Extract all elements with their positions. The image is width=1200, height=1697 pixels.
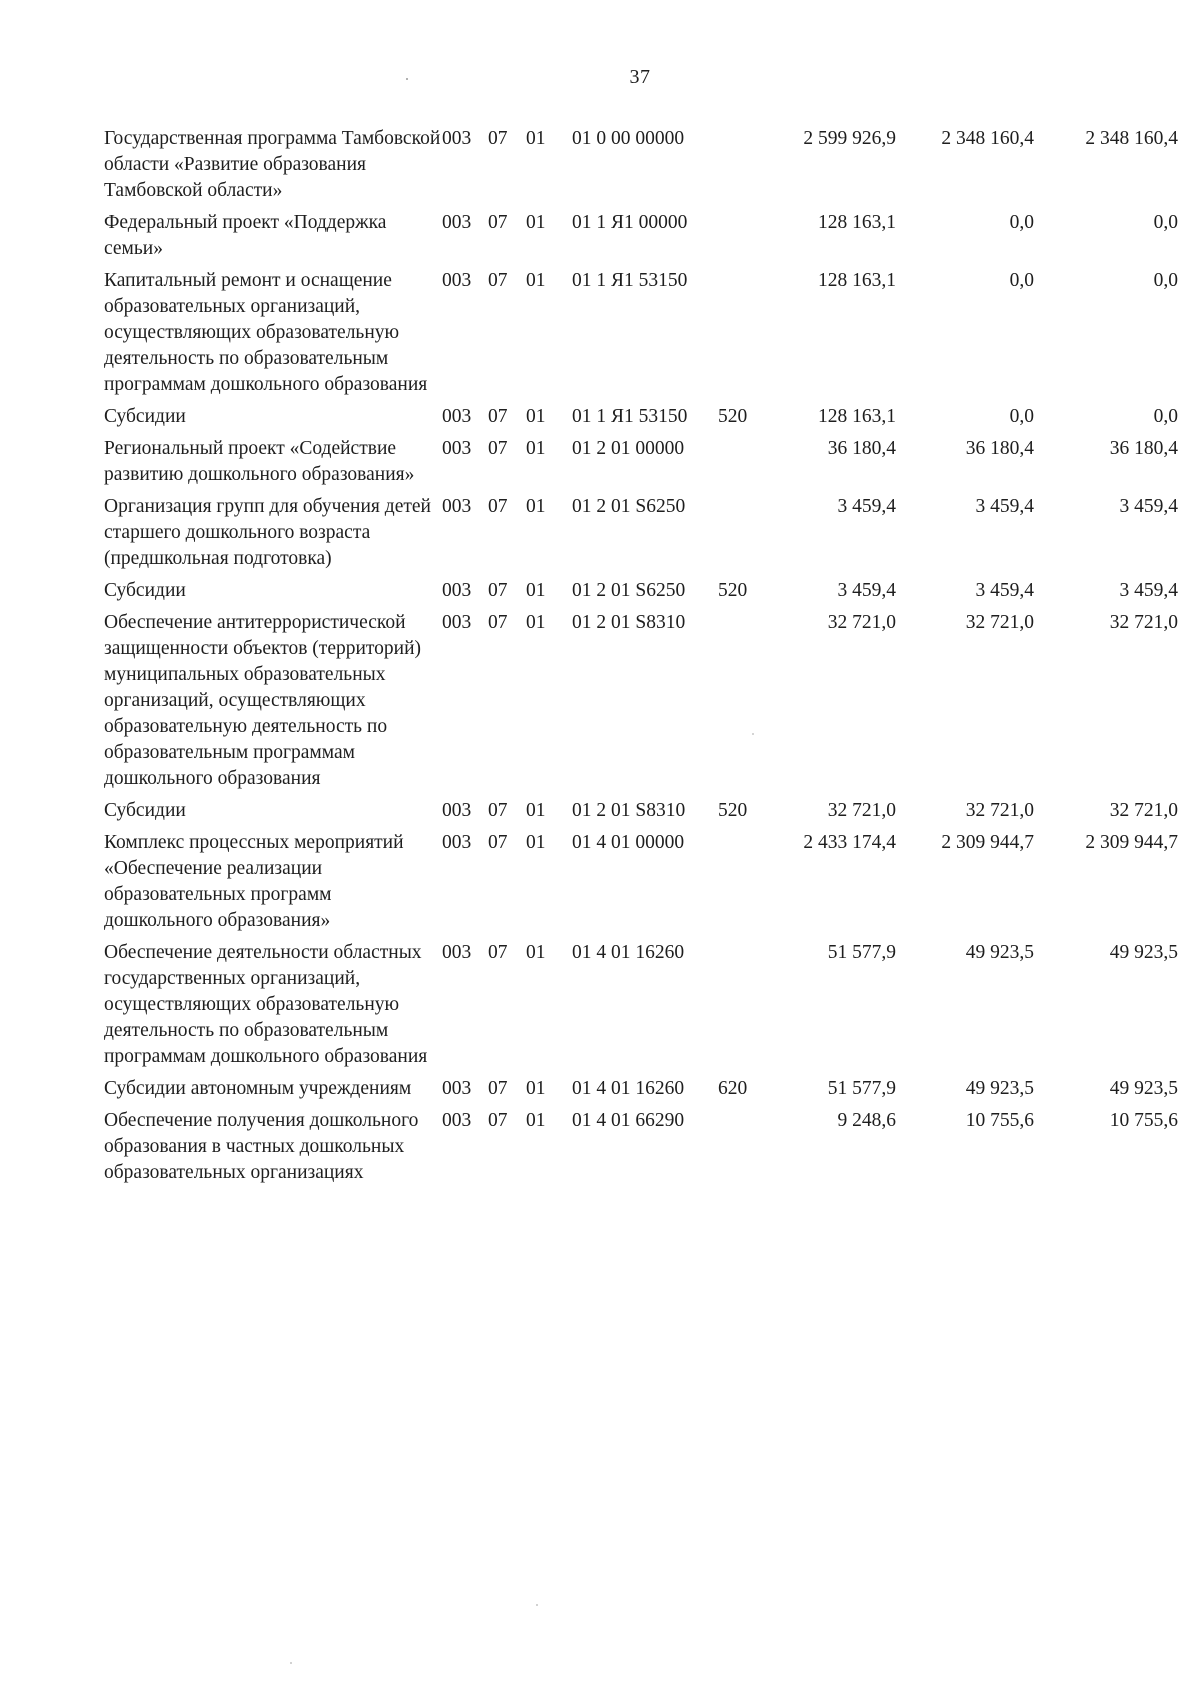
scan-speck — [406, 78, 408, 80]
row-expense-type: 520 — [718, 406, 748, 427]
page-number: 37 — [629, 66, 651, 88]
row-target-article: 01 2 01 S6250 — [572, 580, 686, 601]
row-subsection-code: 01 — [526, 1110, 546, 1131]
row-ved-code: 003 — [442, 1078, 472, 1099]
row-subsection-code: 01 — [526, 128, 546, 149]
row-amount-year-1: 128 163,1 — [818, 212, 896, 233]
row-name: Обеспечение антитеррористической защищенности объектов (территорий) муниципальных образовательных организаций, осуществляющих образовательную деятельность по образовательным программам дошкольного образования — [104, 612, 422, 789]
row-amount-year-1: 32 721,0 — [827, 612, 896, 633]
row-section-code: 07 — [488, 1078, 508, 1099]
row-ved-code: 003 — [442, 832, 472, 853]
row-amount-year-1: 51 577,9 — [827, 942, 896, 963]
table-row — [104, 1108, 1178, 1192]
row-expense-type: 520 — [718, 580, 748, 601]
row-target-article: 01 2 01 00000 — [572, 438, 685, 459]
row-amount-year-1: 128 163,1 — [818, 270, 896, 291]
row-ved-code: 003 — [442, 942, 472, 963]
table-row — [104, 494, 1178, 578]
row-amount-year-3: 10 755,6 — [1109, 1110, 1178, 1131]
row-amount-year-3: 32 721,0 — [1109, 612, 1178, 633]
table-row — [104, 798, 1178, 830]
row-expense-type — [718, 494, 770, 578]
row-amount-year-3: 3 459,4 — [1119, 580, 1178, 601]
row-target-article: 01 2 01 S8310 — [572, 612, 686, 633]
row-expense-type — [718, 830, 770, 940]
table-row — [104, 578, 1178, 610]
row-name: Федеральный проект «Поддержка семьи» — [104, 212, 387, 259]
row-name: Комплекс процессных мероприятий «Обеспечение реализации образовательных программ дошкольного образования» — [104, 832, 404, 931]
row-name: Организация групп для обучения детей старшего дошкольного возраста (предшкольная подготовка) — [104, 496, 431, 569]
row-amount-year-1: 36 180,4 — [827, 438, 896, 459]
row-target-article: 01 1 Я1 53150 — [572, 406, 688, 427]
row-section-code: 07 — [488, 580, 508, 601]
budget-table-body — [104, 126, 1178, 1192]
row-section-code: 07 — [488, 612, 508, 633]
row-amount-year-2: 3 459,4 — [975, 580, 1034, 601]
row-ved-code: 003 — [442, 580, 472, 601]
scan-speck — [290, 1662, 292, 1664]
row-amount-year-2: 2 348 160,4 — [941, 128, 1034, 149]
row-amount-year-3: 49 923,5 — [1109, 942, 1178, 963]
table-row — [104, 610, 1178, 798]
row-section-code: 07 — [488, 128, 508, 149]
row-subsection-code: 01 — [526, 800, 546, 821]
row-subsection-code: 01 — [526, 942, 546, 963]
row-subsection-code: 01 — [526, 580, 546, 601]
row-name: Субсидии — [104, 800, 186, 821]
row-amount-year-2: 32 721,0 — [965, 800, 1034, 821]
row-section-code: 07 — [488, 438, 508, 459]
row-amount-year-2: 0,0 — [1009, 212, 1034, 233]
row-target-article: 01 4 01 00000 — [572, 832, 685, 853]
table-row — [104, 1076, 1178, 1108]
row-amount-year-3: 0,0 — [1153, 270, 1178, 291]
row-subsection-code: 01 — [526, 270, 546, 291]
row-subsection-code: 01 — [526, 832, 546, 853]
row-subsection-code: 01 — [526, 612, 546, 633]
row-target-article: 01 2 01 S8310 — [572, 800, 686, 821]
row-target-article: 01 0 00 00000 — [572, 128, 685, 149]
row-amount-year-3: 0,0 — [1153, 406, 1178, 427]
row-section-code: 07 — [488, 406, 508, 427]
row-amount-year-1: 128 163,1 — [818, 406, 896, 427]
row-amount-year-2: 10 755,6 — [965, 1110, 1034, 1131]
table-row — [104, 436, 1178, 494]
row-amount-year-1: 32 721,0 — [827, 800, 896, 821]
row-expense-type: 620 — [718, 1078, 748, 1099]
row-expense-type — [718, 436, 770, 494]
row-target-article: 01 2 01 S6250 — [572, 496, 686, 517]
row-amount-year-3: 36 180,4 — [1109, 438, 1178, 459]
row-amount-year-2: 3 459,4 — [975, 496, 1034, 517]
row-ved-code: 003 — [442, 406, 472, 427]
table-row — [104, 830, 1178, 940]
row-name: Капитальный ремонт и оснащение образовательных организаций, осуществляющих образовательную деятельность по образовательным программам дошкольного образования — [104, 270, 428, 395]
row-subsection-code: 01 — [526, 212, 546, 233]
row-amount-year-1: 2 599 926,9 — [803, 128, 896, 149]
row-ved-code: 003 — [442, 212, 472, 233]
row-section-code: 07 — [488, 942, 508, 963]
row-ved-code: 003 — [442, 438, 472, 459]
row-ved-code: 003 — [442, 270, 472, 291]
row-name: Государственная программа Тамбовской области «Развитие образования Тамбовской области» — [104, 128, 441, 201]
row-target-article: 01 4 01 16260 — [572, 1078, 685, 1099]
table-row — [104, 126, 1178, 210]
row-amount-year-1: 9 248,6 — [837, 1110, 896, 1131]
row-section-code: 07 — [488, 1110, 508, 1131]
row-ved-code: 003 — [442, 496, 472, 517]
row-ved-code: 003 — [442, 612, 472, 633]
row-name: Субсидии автономным учреждениям — [104, 1078, 412, 1099]
row-name: Субсидии — [104, 580, 186, 601]
budget-table — [104, 126, 1178, 1192]
row-subsection-code: 01 — [526, 438, 546, 459]
row-amount-year-3: 0,0 — [1153, 212, 1178, 233]
row-amount-year-1: 2 433 174,4 — [803, 832, 896, 853]
table-row — [104, 404, 1178, 436]
row-amount-year-3: 2 348 160,4 — [1085, 128, 1178, 149]
row-amount-year-1: 3 459,4 — [837, 496, 896, 517]
row-subsection-code: 01 — [526, 496, 546, 517]
row-name: Обеспечение получения дошкольного образования в частных дошкольных образовательных организациях — [104, 1110, 419, 1183]
row-amount-year-2: 49 923,5 — [965, 942, 1034, 963]
row-section-code: 07 — [488, 270, 508, 291]
row-target-article: 01 4 01 66290 — [572, 1110, 685, 1131]
row-name: Региональный проект «Содействие развитию дошкольного образования» — [104, 438, 415, 485]
row-section-code: 07 — [488, 496, 508, 517]
row-name: Субсидии — [104, 406, 186, 427]
row-ved-code: 003 — [442, 800, 472, 821]
row-amount-year-3: 32 721,0 — [1109, 800, 1178, 821]
row-target-article: 01 4 01 16260 — [572, 942, 685, 963]
table-row — [104, 210, 1178, 268]
scan-speck — [536, 1604, 538, 1606]
row-amount-year-2: 32 721,0 — [965, 612, 1034, 633]
row-expense-type — [718, 1108, 770, 1192]
table-row — [104, 940, 1178, 1076]
row-expense-type — [718, 210, 770, 268]
row-subsection-code: 01 — [526, 406, 546, 427]
row-amount-year-3: 3 459,4 — [1119, 496, 1178, 517]
table-row — [104, 268, 1178, 404]
row-expense-type — [718, 940, 770, 1076]
row-section-code: 07 — [488, 832, 508, 853]
row-section-code: 07 — [488, 212, 508, 233]
row-amount-year-3: 49 923,5 — [1109, 1078, 1178, 1099]
row-ved-code: 003 — [442, 1110, 472, 1131]
row-amount-year-3: 2 309 944,7 — [1085, 832, 1178, 853]
row-expense-type — [718, 126, 770, 210]
row-amount-year-1: 51 577,9 — [827, 1078, 896, 1099]
row-amount-year-2: 0,0 — [1009, 270, 1034, 291]
row-amount-year-1: 3 459,4 — [837, 580, 896, 601]
row-expense-type — [718, 610, 770, 798]
row-target-article: 01 1 Я1 53150 — [572, 270, 688, 291]
row-amount-year-2: 2 309 944,7 — [941, 832, 1034, 853]
row-amount-year-2: 0,0 — [1009, 406, 1034, 427]
row-subsection-code: 01 — [526, 1078, 546, 1099]
row-ved-code: 003 — [442, 128, 472, 149]
row-name: Обеспечение деятельности областных государственных организаций, осуществляющих образовательную деятельность по образовательным программам дошкольного образования — [104, 942, 428, 1067]
row-section-code: 07 — [488, 800, 508, 821]
row-expense-type: 520 — [718, 800, 748, 821]
row-target-article: 01 1 Я1 00000 — [572, 212, 688, 233]
row-expense-type — [718, 268, 770, 404]
row-amount-year-2: 36 180,4 — [965, 438, 1034, 459]
row-amount-year-2: 49 923,5 — [965, 1078, 1034, 1099]
